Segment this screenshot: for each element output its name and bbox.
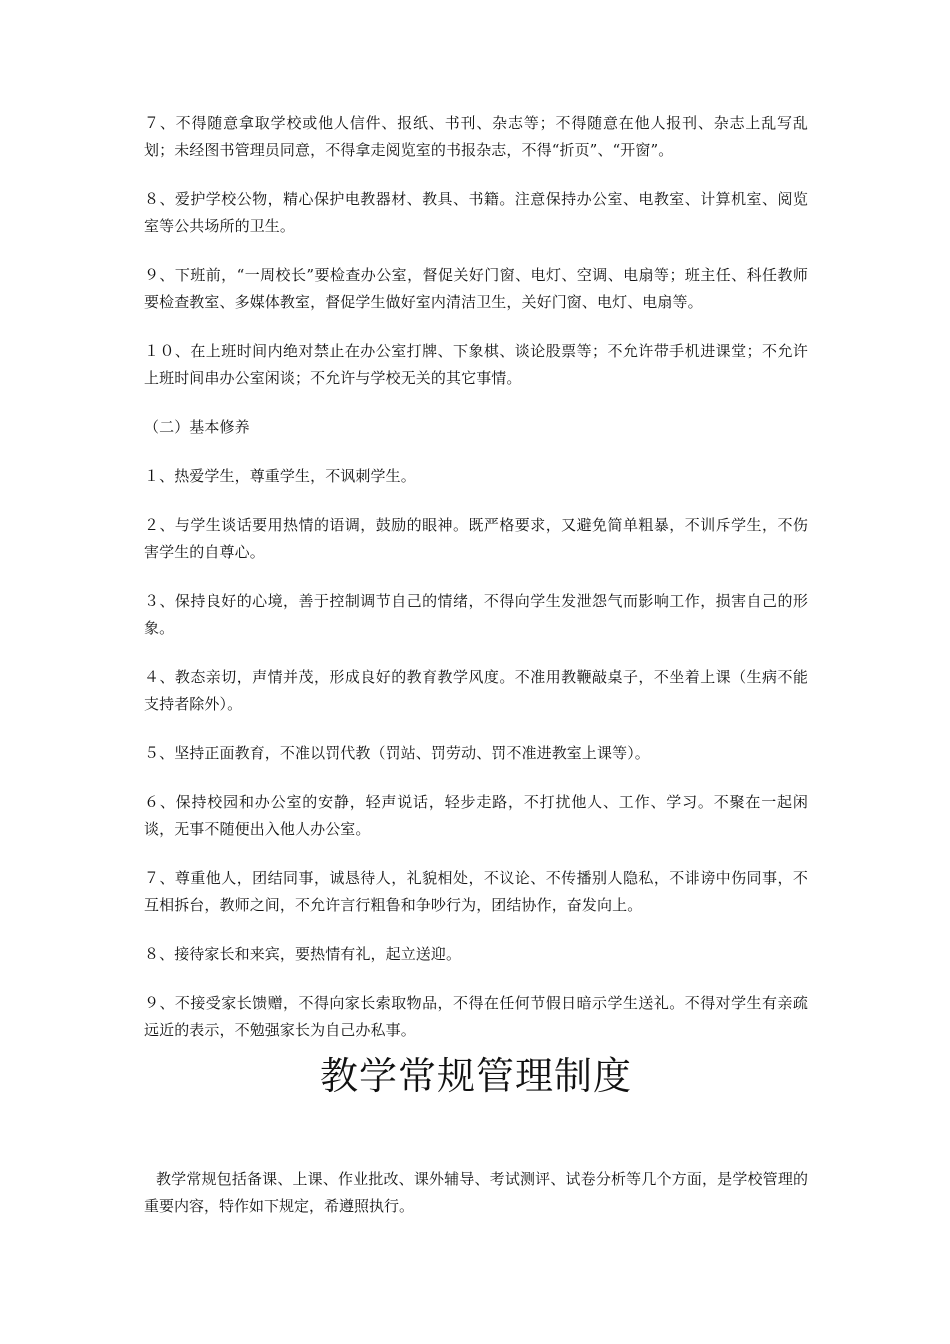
- rule-paragraph: １０、在上班时间内绝对禁止在办公室打牌、下象棋、谈论股票等；不允许带手机进课堂；不允许上班时间串办公室闲谈；不允许与学校无关的其它事情。: [144, 342, 808, 387]
- rule-paragraph: ６、保持校园和办公室的安静，轻声说话，轻步走路，不打扰他人、工作、学习。不聚在一起闲谈，无事不随便出入他人办公室。: [144, 793, 808, 838]
- section-subheading: （二）基本修养: [144, 418, 250, 436]
- rule-paragraph: ４、教态亲切，声情并茂，形成良好的教育教学风度。不准用教鞭敲桌子，不坐着上课（生病不能支持者除外）。: [144, 668, 808, 713]
- rule-paragraph: ９、不接受家长馈赠，不得向家长索取物品，不得在任何节假日暗示学生送礼。不得对学生有亲疏远近的表示，不勉强家长为自己办私事。: [144, 994, 808, 1039]
- document-page: [144, 110, 808, 1220]
- document-title: 教学常规管理制度: [319, 1054, 632, 1098]
- rule-paragraph: ３、保持良好的心境，善于控制调节自己的情绪，不得向学生发泄怨气而影响工作，损害自己的形象。: [144, 592, 808, 637]
- rule-paragraph: ５、坚持正面教育，不准以罚代教（罚站、罚劳动、罚不准进教室上课等）。: [144, 744, 650, 762]
- rule-paragraph: １、热爱学生，尊重学生，不讽刺学生。: [144, 467, 416, 485]
- rule-paragraph: ７、不得随意拿取学校或他人信件、报纸、书刊、杂志等；不得随意在他人报刊、杂志上乱写乱划；未经图书管理员同意，不得拿走阅览室的书报杂志，不得“折页”、“开窗”。: [144, 114, 808, 159]
- rule-paragraph: ９、下班前，“一周校长”要检查办公室，督促关好门窗、电灯、空调、电扇等；班主任、科任教师要检查教室、多媒体教室，督促学生做好室内清洁卫生，关好门窗、电灯、电扇等。: [144, 266, 808, 311]
- rule-paragraph: ７、尊重他人，团结同事，诚恳待人，礼貌相处，不议论、不传播别人隐私，不诽谤中伤同事，不互相拆台，教师之间，不允许言行粗鲁和争吵行为，团结协作，奋发向上。: [144, 869, 808, 914]
- rule-paragraph: ８、接待家长和来宾，要热情有礼，起立送迎。: [144, 945, 462, 963]
- rule-paragraph: ８、爱护学校公物，精心保护电教器材、教具、书籍。注意保持办公室、电教室、计算机室、阅览室等公共场所的卫生。: [144, 190, 808, 235]
- rule-paragraph: ２、与学生谈话要用热情的语调，鼓励的眼神。既严格要求，又避免简单粗暴，不训斥学生，不伤害学生的自尊心。: [144, 516, 808, 561]
- intro-paragraph: 教学常规包括备课、上课、作业批改、课外辅导、考试测评、试卷分析等几个方面，是学校管理的重要内容，特作如下规定，希遵照执行。: [144, 1170, 808, 1215]
